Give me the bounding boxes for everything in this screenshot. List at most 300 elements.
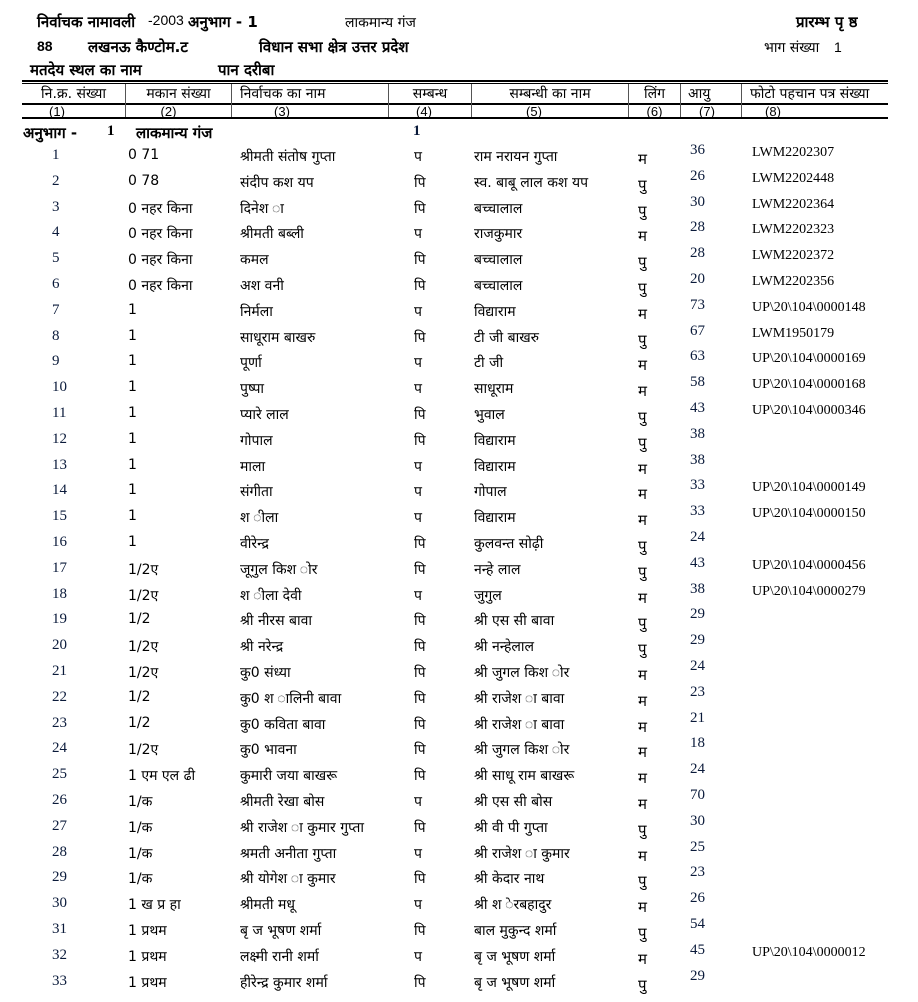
age: 38 bbox=[690, 451, 705, 468]
house-number: 0 नहर किना bbox=[128, 226, 193, 243]
table-row bbox=[0, 400, 918, 431]
column-header-age: आयु bbox=[688, 86, 711, 102]
locality-name: लाकमान्य गंज bbox=[345, 15, 416, 31]
relative-name: श्री राजेश ा बावा bbox=[474, 716, 565, 733]
relative-name: नन्हे लाल bbox=[474, 561, 521, 578]
relative-name: टी जी bbox=[474, 355, 504, 372]
relation-type: पि bbox=[414, 329, 426, 346]
gender: पु bbox=[638, 820, 647, 839]
house-number: 1 bbox=[128, 456, 137, 473]
relative-name: श्री श ेरबहादुर bbox=[474, 897, 552, 914]
photo-id-number: UP\20\104\0000346 bbox=[752, 403, 866, 418]
elector-name: श्री नीरस बावा bbox=[240, 613, 313, 630]
serial-number: 2 bbox=[52, 172, 60, 189]
elector-name: श्रीमती संतोष गुप्ता bbox=[240, 149, 336, 165]
age: 45 bbox=[690, 941, 705, 958]
part-number: 1 bbox=[834, 39, 842, 55]
relation-type: प bbox=[414, 845, 422, 862]
gender: म bbox=[638, 511, 647, 530]
serial-number: 1 bbox=[52, 147, 60, 163]
house-number: 1/क bbox=[128, 871, 153, 888]
section-name: लाकमान्य गंज bbox=[136, 124, 213, 142]
house-number: 1/2ए bbox=[128, 561, 159, 578]
age: 24 bbox=[690, 658, 705, 674]
age: 23 bbox=[690, 683, 705, 700]
elector-name: श्रीमती बब्ली bbox=[240, 226, 304, 243]
house-number: 1/2 bbox=[128, 611, 151, 628]
relation-type: प bbox=[414, 510, 422, 527]
header-top-rule bbox=[22, 80, 888, 82]
part-number-label: भाग संख्या bbox=[764, 40, 820, 56]
serial-number: 21 bbox=[52, 663, 67, 679]
relation-type: प bbox=[414, 897, 422, 914]
house-number: 1/2ए bbox=[128, 742, 159, 759]
relative-name: बच्चालाल bbox=[474, 278, 523, 294]
serial-number: 20 bbox=[52, 637, 67, 654]
elector-name: संगीता bbox=[240, 484, 273, 501]
house-number: 0 71 bbox=[128, 147, 160, 163]
serial-number: 29 bbox=[52, 869, 67, 886]
age: 33 bbox=[690, 503, 705, 520]
age: 70 bbox=[690, 787, 705, 803]
house-number: 1/2ए bbox=[128, 587, 159, 604]
serial-number: 17 bbox=[52, 559, 67, 576]
start-page-label: प्रारम्भ पृ ष्ठ bbox=[796, 13, 858, 31]
gender: म bbox=[638, 949, 647, 968]
relation-type: पि bbox=[414, 613, 426, 630]
relation-type: पि bbox=[414, 768, 426, 785]
gender: म bbox=[638, 150, 647, 168]
photo-id-number: LWM1950179 bbox=[752, 325, 835, 341]
age: 29 bbox=[690, 606, 705, 623]
relation-type: पि bbox=[414, 716, 426, 733]
relative-name: कुलवन्त सोढ़ी bbox=[474, 536, 544, 552]
elector-name: अश वनी bbox=[240, 278, 284, 294]
elector-name: कमल bbox=[240, 252, 269, 269]
house-number: 1/2ए bbox=[128, 639, 159, 656]
relative-name: गोपाल bbox=[474, 484, 507, 501]
relative-name: भुवाल bbox=[474, 407, 505, 423]
section-number: 1 bbox=[107, 123, 115, 139]
gender: पु bbox=[638, 562, 647, 581]
photo-id-number: UP\20\104\0000148 bbox=[752, 299, 866, 315]
photo-id-number: UP\20\104\0000169 bbox=[752, 351, 866, 367]
serial-number: 16 bbox=[52, 534, 67, 550]
table-row bbox=[0, 322, 918, 354]
house-number: 1 प्रथम bbox=[128, 923, 167, 939]
column-number: (4) bbox=[416, 104, 432, 119]
house-number: 1/2 bbox=[128, 714, 151, 731]
house-number: 1/2 bbox=[128, 688, 151, 705]
relative-name: जुगुल bbox=[474, 587, 502, 604]
elector-name: कु0 संध्या bbox=[240, 665, 291, 681]
column-number: (7) bbox=[699, 104, 715, 119]
elector-name: पूर्णा bbox=[240, 355, 262, 372]
table-row bbox=[0, 142, 918, 173]
gender: म bbox=[638, 717, 647, 736]
polling-station-name: पान दरीबा bbox=[218, 61, 275, 79]
relation-type: पि bbox=[414, 690, 426, 707]
elector-name: हीरेन्द्र कुमार शर्मा bbox=[240, 974, 328, 991]
relative-name: श्री राजेश ा कुमार bbox=[474, 845, 570, 862]
elector-name: श्री नरेन्द्र bbox=[240, 639, 284, 656]
serial-number: 30 bbox=[52, 895, 67, 912]
column-header-relation: सम्बन्ध bbox=[412, 86, 448, 102]
serial-number: 31 bbox=[52, 921, 67, 937]
elector-name: कु0 श ालिनी बावा bbox=[240, 690, 342, 707]
relative-name: स्व. बाबू लाल कश यप bbox=[474, 174, 589, 191]
relative-name: श्री जुगल किश ोर bbox=[474, 665, 570, 681]
relative-name: श्री साधू राम बाखरू bbox=[474, 768, 575, 785]
elector-name: साधूराम बाखरु bbox=[240, 329, 316, 346]
age: 73 bbox=[690, 296, 705, 313]
serial-number: 27 bbox=[52, 817, 67, 834]
table-row bbox=[0, 296, 918, 328]
relation-type: पि bbox=[414, 923, 426, 939]
table-row bbox=[0, 167, 918, 199]
relative-name: श्री एस सी बावा bbox=[474, 613, 555, 630]
relation-type: पि bbox=[414, 742, 426, 759]
photo-id-number: LWM2202372 bbox=[752, 248, 835, 264]
house-number: 1/क bbox=[128, 845, 153, 862]
house-number: 1 प्रथम bbox=[128, 948, 167, 965]
table-row bbox=[0, 967, 918, 999]
column-header-house: मकान संख्या bbox=[146, 86, 211, 102]
serial-number: 3 bbox=[52, 198, 60, 215]
elector-name: कु0 कविता बावा bbox=[240, 716, 326, 733]
relation-type: पि bbox=[414, 252, 426, 269]
photo-id-number: LWM2202307 bbox=[752, 145, 835, 160]
gender: म bbox=[638, 356, 647, 375]
photo-id-number: LWM2202364 bbox=[752, 196, 835, 212]
elector-name: श्रमती अनीता गुप्ता bbox=[240, 845, 337, 862]
relative-name: बच्चालाल bbox=[474, 252, 523, 269]
table-row bbox=[0, 812, 918, 844]
table-row bbox=[0, 890, 918, 921]
relation-type: पि bbox=[414, 974, 426, 991]
gender: पु bbox=[638, 201, 647, 220]
section-count: 1 bbox=[413, 123, 421, 139]
serial-number: 5 bbox=[52, 250, 60, 267]
table-row bbox=[0, 529, 918, 560]
relative-name: बृ ज भूषण शर्मा bbox=[474, 948, 556, 965]
house-number: 0 नहर किना bbox=[128, 278, 193, 294]
serial-number: 10 bbox=[52, 379, 67, 396]
gender: पु bbox=[638, 872, 647, 891]
table-row bbox=[0, 374, 918, 405]
gender: म bbox=[638, 795, 647, 813]
table-row bbox=[0, 838, 918, 870]
relation-type: पि bbox=[414, 278, 426, 294]
gender: म bbox=[638, 485, 647, 504]
gender: पु bbox=[638, 279, 647, 297]
relative-name: विद्याराम bbox=[474, 432, 516, 449]
age: 67 bbox=[690, 322, 705, 339]
relative-name: श्री एस सी बोस bbox=[474, 794, 553, 810]
gender: म bbox=[638, 227, 647, 246]
column-header-elector-name: निर्वाचक का नाम bbox=[240, 86, 326, 102]
age: 18 bbox=[690, 735, 705, 752]
section-heading: अनुभाग - 1 bbox=[188, 13, 258, 31]
gender: म bbox=[638, 691, 647, 710]
table-row bbox=[0, 916, 918, 947]
relative-name: श्री केदार नाथ bbox=[474, 871, 545, 888]
gender: म bbox=[638, 666, 647, 684]
column-number: (2) bbox=[160, 104, 177, 119]
gender: पु bbox=[638, 640, 647, 659]
serial-number: 13 bbox=[52, 456, 67, 473]
photo-id-number: UP\20\104\0000456 bbox=[752, 557, 866, 573]
column-number: (8) bbox=[765, 104, 781, 119]
house-number: 1 एम एल ढी bbox=[128, 768, 196, 785]
relation-type: प bbox=[414, 948, 422, 965]
roll-title: निर्वाचक नामावली bbox=[37, 13, 136, 31]
relation-type: पि bbox=[414, 407, 426, 423]
gender: पु bbox=[638, 537, 647, 555]
age: 30 bbox=[690, 193, 705, 210]
relation-type: प bbox=[414, 226, 422, 243]
relation-type: पि bbox=[414, 871, 426, 888]
age: 23 bbox=[690, 864, 705, 881]
polling-station-label: मतदेय स्थल का नाम bbox=[30, 61, 142, 79]
elector-name: पुष्पा bbox=[240, 381, 265, 398]
relative-name: श्री जुगल किश ोर bbox=[474, 742, 570, 759]
relation-type: प bbox=[414, 794, 422, 810]
relation-type: पि bbox=[414, 665, 426, 681]
table-row bbox=[0, 554, 918, 586]
serial-number: 9 bbox=[52, 353, 60, 370]
serial-number: 15 bbox=[52, 508, 67, 525]
gender: म bbox=[638, 382, 647, 401]
serial-number: 18 bbox=[52, 585, 67, 602]
house-number: 1/क bbox=[128, 819, 153, 836]
house-number: 1 bbox=[128, 534, 137, 550]
column-header-relative-name: सम्बन्धी का नाम bbox=[509, 86, 591, 102]
serial-number: 23 bbox=[52, 714, 67, 731]
serial-number: 7 bbox=[52, 301, 60, 318]
serial-number: 28 bbox=[52, 843, 67, 860]
elector-name: श ीला देवी bbox=[240, 587, 302, 604]
age: 26 bbox=[690, 167, 705, 184]
table-row bbox=[0, 451, 918, 483]
relative-name: विद्याराम bbox=[474, 458, 516, 475]
house-number: 1 bbox=[128, 405, 137, 421]
serial-number: 22 bbox=[52, 688, 67, 705]
house-number: 1 bbox=[128, 430, 137, 447]
table-row bbox=[0, 632, 918, 663]
relative-name: श्री राजेश ा बावा bbox=[474, 690, 565, 707]
age: 38 bbox=[690, 425, 705, 442]
serial-number: 4 bbox=[52, 224, 60, 241]
table-row bbox=[0, 219, 918, 250]
gender: म bbox=[638, 769, 647, 788]
gender: म bbox=[638, 459, 647, 478]
elector-name: संदीप कश यप bbox=[240, 174, 314, 191]
gender: पु bbox=[638, 433, 647, 452]
gender: म bbox=[638, 743, 647, 762]
age: 43 bbox=[690, 554, 705, 571]
age: 54 bbox=[690, 916, 705, 932]
house-number: 0 नहर किना bbox=[128, 252, 193, 269]
gender: म bbox=[638, 898, 647, 917]
assembly-label: विधान सभा क्षेत्र उत्तर प्रदेश bbox=[259, 38, 409, 56]
relative-name: विद्याराम bbox=[474, 510, 516, 527]
serial-number: 6 bbox=[52, 276, 60, 292]
table-row bbox=[0, 477, 918, 508]
age: 26 bbox=[690, 890, 705, 907]
elector-name: श्री राजेश ा कुमार गुप्ता bbox=[240, 819, 365, 836]
age: 43 bbox=[690, 400, 705, 416]
photo-id-number: LWM2202448 bbox=[752, 170, 835, 186]
relative-name: राजकुमार bbox=[474, 226, 523, 243]
constituency-name: लखनऊ कैण्टोम.ट bbox=[88, 38, 188, 56]
serial-number: 8 bbox=[52, 327, 60, 344]
relation-type: प bbox=[414, 587, 422, 604]
gender: म bbox=[638, 846, 647, 865]
column-number: (1) bbox=[49, 104, 65, 119]
serial-number: 32 bbox=[52, 946, 67, 963]
relation-type: पि bbox=[414, 432, 426, 449]
table-row bbox=[0, 735, 918, 766]
table-row bbox=[0, 709, 918, 741]
elector-name: श्री योगेश ा कुमार bbox=[240, 871, 336, 888]
elector-name: लक्ष्मी रानी शर्मा bbox=[240, 948, 319, 965]
gender: पु bbox=[638, 975, 647, 994]
elector-name: श्रीमती मधू bbox=[240, 897, 295, 914]
serial-number: 26 bbox=[52, 792, 67, 808]
gender: म bbox=[638, 304, 647, 323]
elector-name: प्यारे लाल bbox=[240, 407, 289, 423]
relative-name: साधूराम bbox=[474, 381, 514, 398]
elector-name: कुमारी जया बाखरू bbox=[240, 768, 338, 785]
gender: पु bbox=[638, 330, 647, 349]
elector-name: वीरेन्द्र bbox=[240, 536, 269, 552]
relative-name: श्री नन्हेलाल bbox=[474, 639, 534, 656]
column-header-photo-id: फोटो पहचान पत्र संख्या bbox=[750, 86, 870, 102]
column-number: (3) bbox=[274, 104, 290, 119]
house-number: 1 bbox=[128, 301, 137, 318]
gender: पु bbox=[638, 924, 647, 942]
gender: पु bbox=[638, 614, 647, 633]
serial-number: 19 bbox=[52, 611, 67, 628]
table-row bbox=[0, 271, 918, 302]
photo-id-number: UP\20\104\0000150 bbox=[752, 506, 866, 522]
age: 63 bbox=[690, 348, 705, 365]
photo-id-number: UP\20\104\0000168 bbox=[752, 377, 866, 393]
table-row bbox=[0, 348, 918, 379]
photo-id-number: LWM2202356 bbox=[752, 274, 835, 289]
column-header-gender: लिंग bbox=[644, 86, 665, 102]
age: 38 bbox=[690, 580, 705, 597]
relative-name: टी जी बाखरु bbox=[474, 329, 540, 346]
column-number: (5) bbox=[526, 104, 542, 119]
age: 21 bbox=[690, 709, 705, 726]
age: 58 bbox=[690, 374, 705, 391]
relative-name: बाल मुकुन्द शर्मा bbox=[474, 923, 557, 939]
elector-name: कु0 भावना bbox=[240, 742, 297, 759]
house-number: 0 नहर किना bbox=[128, 200, 193, 217]
gender: पु bbox=[638, 253, 647, 272]
relation-type: पि bbox=[414, 639, 426, 656]
column-header-serial: नि.क्र. संख्या bbox=[41, 86, 106, 102]
table-row bbox=[0, 658, 918, 689]
serial-number: 14 bbox=[52, 482, 67, 499]
relation-type: पि bbox=[414, 819, 426, 836]
gender: पु bbox=[638, 408, 647, 426]
house-number: 1 bbox=[128, 482, 137, 499]
photo-id-number: UP\20\104\0000279 bbox=[752, 583, 866, 599]
serial-number: 24 bbox=[52, 740, 67, 757]
relation-type: प bbox=[414, 355, 422, 372]
age: 29 bbox=[690, 967, 705, 984]
table-row bbox=[0, 580, 918, 612]
age: 25 bbox=[690, 838, 705, 855]
elector-name: बृ ज भूषण शर्मा bbox=[240, 923, 322, 939]
age: 24 bbox=[690, 761, 705, 778]
house-number: 1 bbox=[128, 353, 137, 370]
relative-name: श्री वी पी गुप्ता bbox=[474, 819, 548, 836]
elector-name: श्रीमती रेखा बोस bbox=[240, 794, 325, 810]
serial-number: 25 bbox=[52, 766, 67, 783]
age: 28 bbox=[690, 219, 705, 236]
elector-name: गोपाल bbox=[240, 432, 273, 449]
house-number: 1 प्रथम bbox=[128, 974, 167, 991]
house-number: 1 bbox=[128, 379, 137, 396]
elector-name: निर्मला bbox=[240, 303, 273, 320]
table-row bbox=[0, 425, 918, 457]
age: 36 bbox=[690, 142, 705, 158]
relation-type: पि bbox=[414, 536, 426, 552]
elector-name: माला bbox=[240, 458, 266, 475]
relative-name: राम नरायन गुप्ता bbox=[474, 149, 558, 165]
constituency-number: 88 bbox=[37, 38, 53, 54]
relative-name: बृ ज भूषण शर्मा bbox=[474, 974, 556, 991]
house-number: 1/क bbox=[128, 794, 153, 810]
table-row bbox=[0, 503, 918, 534]
table-row bbox=[0, 787, 918, 818]
age: 28 bbox=[690, 245, 705, 262]
house-number: 0 78 bbox=[128, 172, 160, 189]
relation-type: प bbox=[414, 381, 422, 398]
table-row bbox=[0, 941, 918, 973]
photo-id-number: LWM2202323 bbox=[752, 222, 835, 238]
age: 30 bbox=[690, 812, 705, 829]
gender: पु bbox=[638, 175, 647, 194]
age: 24 bbox=[690, 529, 705, 545]
house-number: 1/2ए bbox=[128, 665, 159, 681]
table-row bbox=[0, 761, 918, 792]
elector-name: दिनेश ा bbox=[240, 200, 284, 217]
elector-name: श ीला bbox=[240, 510, 279, 527]
relation-type: पि bbox=[414, 561, 426, 578]
relation-type: प bbox=[414, 303, 422, 320]
table-row bbox=[0, 864, 918, 895]
serial-number: 33 bbox=[52, 972, 67, 989]
relation-type: प bbox=[414, 149, 422, 165]
house-number: 1 bbox=[128, 327, 137, 344]
relation-type: प bbox=[414, 458, 422, 475]
relation-type: पि bbox=[414, 200, 426, 217]
age: 20 bbox=[690, 271, 705, 287]
gender: म bbox=[638, 588, 647, 607]
relative-name: बच्चालाल bbox=[474, 200, 523, 217]
relative-name: विद्याराम bbox=[474, 303, 516, 320]
column-number: (6) bbox=[646, 104, 663, 119]
house-number: 1 bbox=[128, 508, 137, 525]
elector-name: जूगुल किश ोर bbox=[240, 561, 318, 578]
table-row bbox=[0, 245, 918, 276]
photo-id-number: UP\20\104\0000149 bbox=[752, 480, 866, 496]
